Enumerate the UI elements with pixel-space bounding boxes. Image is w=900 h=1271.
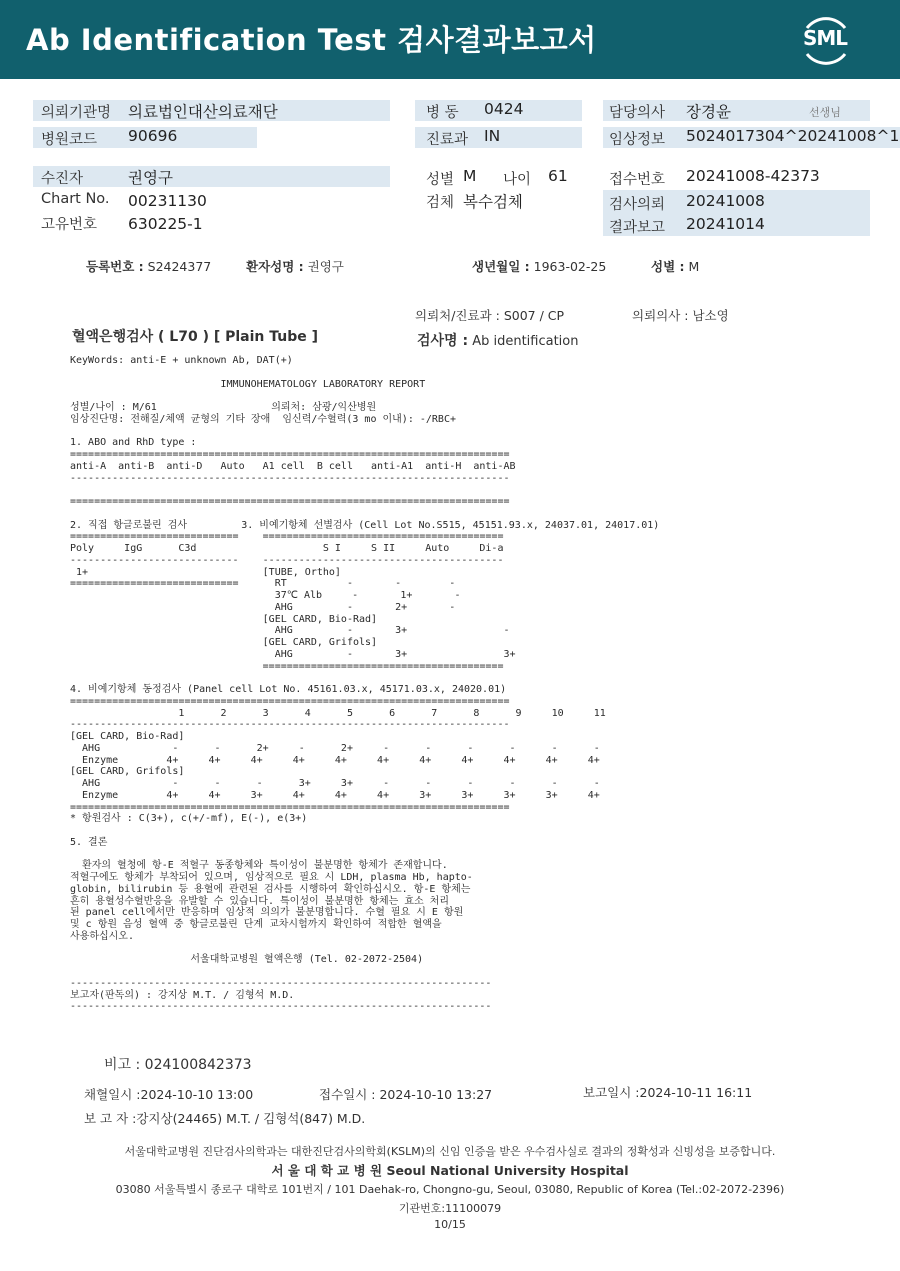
- ward-value: 0424: [484, 100, 524, 118]
- receive-label: 접수일시 :: [319, 1087, 376, 1102]
- requester-doctor-value: 남소영: [692, 308, 729, 323]
- patient-name-value: 권영구: [307, 259, 344, 274]
- collect-value: 2024-10-10 13:00: [140, 1087, 254, 1102]
- specimen-label: 검체: [426, 195, 455, 211]
- dob-value: 1963-02-25: [533, 259, 607, 274]
- uid-label: 고유번호: [41, 217, 98, 233]
- sex-value: M: [463, 167, 477, 185]
- hospital-code-label: 병원코드: [41, 132, 98, 148]
- specimen-value: 복수검체: [463, 193, 523, 211]
- dept-label: 진료과: [426, 132, 469, 148]
- uid-value: 630225-1: [128, 215, 203, 233]
- report-time-label: 보고일시 :: [583, 1085, 640, 1100]
- requester-dept-label: 의뢰처/진료과 :: [415, 308, 500, 323]
- chart-no-label: Chart No.: [41, 191, 110, 207]
- test-name-value: Ab identification: [472, 334, 579, 349]
- sex-label: 성별: [426, 172, 455, 188]
- doctor-label: 담당의사: [609, 105, 666, 121]
- patient-value: 권영구: [128, 169, 173, 187]
- receipt-label: 접수번호: [609, 172, 666, 188]
- section-title: 혈액은행검사 ( L70 ) [ Plain Tube ]: [72, 329, 319, 345]
- remark-label: 비고 :: [104, 1057, 141, 1073]
- age-value: 61: [548, 167, 568, 185]
- requester-dept-value: S007 / CP: [503, 308, 565, 323]
- ward-label: 병 동: [426, 105, 459, 121]
- report-date-label: 결과보고: [609, 220, 666, 236]
- doctor-value: 장경윤: [686, 103, 731, 121]
- reporter-value: 강지상(24465) M.T. / 김형석(847) M.D.: [136, 1111, 366, 1126]
- collect-label: 채혈일시 :: [84, 1087, 141, 1102]
- hospital-code-value: 90696: [128, 127, 178, 145]
- request-label: 검사의뢰: [609, 197, 666, 213]
- clinical-label: 임상정보: [609, 132, 666, 148]
- report-sex-label: 성별 :: [651, 259, 685, 274]
- receipt-value: 20241008-42373: [686, 167, 820, 185]
- info-box-patient: [33, 166, 390, 187]
- institution-label: 의뢰기관명: [41, 105, 112, 121]
- patient-name-label: 환자성명 :: [246, 259, 304, 274]
- institution-number: 기관번호:11100079: [398, 1202, 502, 1215]
- reporter-label: 보 고 자 :: [84, 1111, 137, 1126]
- reg-no-value: S2424377: [147, 259, 212, 274]
- report-header: [0, 0, 900, 79]
- receive-value: 2024-10-10 13:27: [379, 1087, 493, 1102]
- dob-label: 생년월일 :: [472, 259, 530, 274]
- patient-label: 수진자: [41, 171, 84, 187]
- requester-doctor-label: 의뢰의사 :: [632, 308, 689, 323]
- report-sex-value: M: [688, 259, 700, 274]
- reg-no-label: 등록번호 :: [86, 259, 144, 274]
- age-label: 나이: [503, 172, 532, 188]
- page-number: 10/15: [434, 1218, 466, 1231]
- chart-no-value: 00231130: [128, 192, 207, 210]
- report-title: Ab Identification Test 검사결과보고서: [26, 23, 597, 57]
- report-body: KeyWords: anti-E + unknown Ab, DAT(+) IMMUNOHEMATOLOGY LABORATORY REPORT 성별/나이 : M/61 의뢰처: 삼광/익산병원 임상진단명: 전해질/체액 균형의 기타 장애 임신력/수혈력(3 mo 이내): -/RBC+ 1. ABO and RhD type : ========================================================================= anti-A anti-B anti-D Auto A1 cell B cell anti-A1 anti-H anti-AB ------------------------------------------------------------------------- ========================================================================= 2. 직접 항글로불린 검사 3. 비예기항체 선별검사 (Cell Lot No.S515, 45151.93.x, 24037.01, 24017.01) ============================ ======================================== Poly IgG C3d S I S II Auto Di-a ---------------------------- ---------------------------------------- 1+ [TUBE, Ortho] ============================ RT - - - 37℃ Alb - 1+ - AHG - 2+ - [GEL CARD, Bio-Rad] AHG - 3+ - [GEL CARD, Grifols] AHG - 3+ 3+ ======================================== 4. 비예기항체 동정검사 (Panel cell Lot No. 45161.03.x, 45171.03.x, 24020.01) ========================================================================= 1 2 3 4 5 6 7 8 9 10 11 ------------------------------------------------------------------------- [GEL CARD, Bio-Rad] AHG - - 2+ - 2+ - - - - - - Enzyme 4+ 4+ 4+ 4+ 4+ 4+ 4+ 4+ 4+ 4+ 4+ [GEL CARD, Grifols] AHG - - - 3+ 3+ - - - - - - Enzyme 4+ 4+ 3+ 4+ 4+ 4+ 3+ 3+ 3+ 3+ 4+ ========================================================================= * 항원검사 : C(3+), c(+/-mf), E(-), e(3+) 5. 결론 환자의 혈청에 항-E 적혈구 동종항체와 특이성이 불분명한 항체가 존재합니다. 적혈구에도 항체가 부착되어 있으며, 임상적으로 필요 시 LDH, plasma Hb, hapto- globin, bilirubin 등 용혈에 관련된 검사를 시행하여 확인하십시오. 항-E 항체는 흔히 용혈성수혈반응을 유발할 수 있습니다. 특이성이 불분명한 항체는 효소 처리 된 panel cell에서만 반응하며 임상적 의의가 불분명합니다. 수혈 필요 시 E 항원 및 c 항원 음성 혈액 중 항글로불린 단계 교차시험까지 확인하여 적합한 혈액을 사용하십시오. 서울대학교병원 혈액은행 (Tel. 02-2072-2504) ---------------------------------------------------------------------- 보고자(판독의) : 강지상 M.T. / 김형석 M.D. ----------------------------------------------------------------------: [70, 355, 660, 1013]
- report-time-value: 2024-10-11 16:11: [639, 1085, 753, 1100]
- test-name-label: 검사명 :: [417, 333, 469, 349]
- hospital-address: 03080 서울특별시 종로구 대학로 101번지 / 101 Daehak-ro, Chongno-gu, Seoul, 03080, Republic of Korea (Tel.:02-2072-2396): [115, 1183, 785, 1196]
- hospital-name: 서 울 대 학 교 병 원 Seoul National University Hospital: [271, 1163, 629, 1178]
- doctor-suffix: 선생님: [809, 106, 841, 119]
- certification-text: 서울대학교병원 진단검사의학과는 대한진단검사의학회(KSLM)의 신임 인증을 받은 우수검사실로 결과의 정확성과 신빙성을 보증합니다.: [124, 1145, 776, 1158]
- remark-value: 024100842373: [144, 1057, 252, 1073]
- request-value: 20241008: [686, 192, 765, 210]
- clinical-value: 5024017304^20241008^1: [686, 127, 900, 145]
- dept-value: IN: [484, 127, 501, 145]
- report-date-value: 20241014: [686, 215, 765, 233]
- institution-value: 의료법인대산의료재단: [128, 103, 278, 121]
- logo-text: SML: [803, 26, 848, 50]
